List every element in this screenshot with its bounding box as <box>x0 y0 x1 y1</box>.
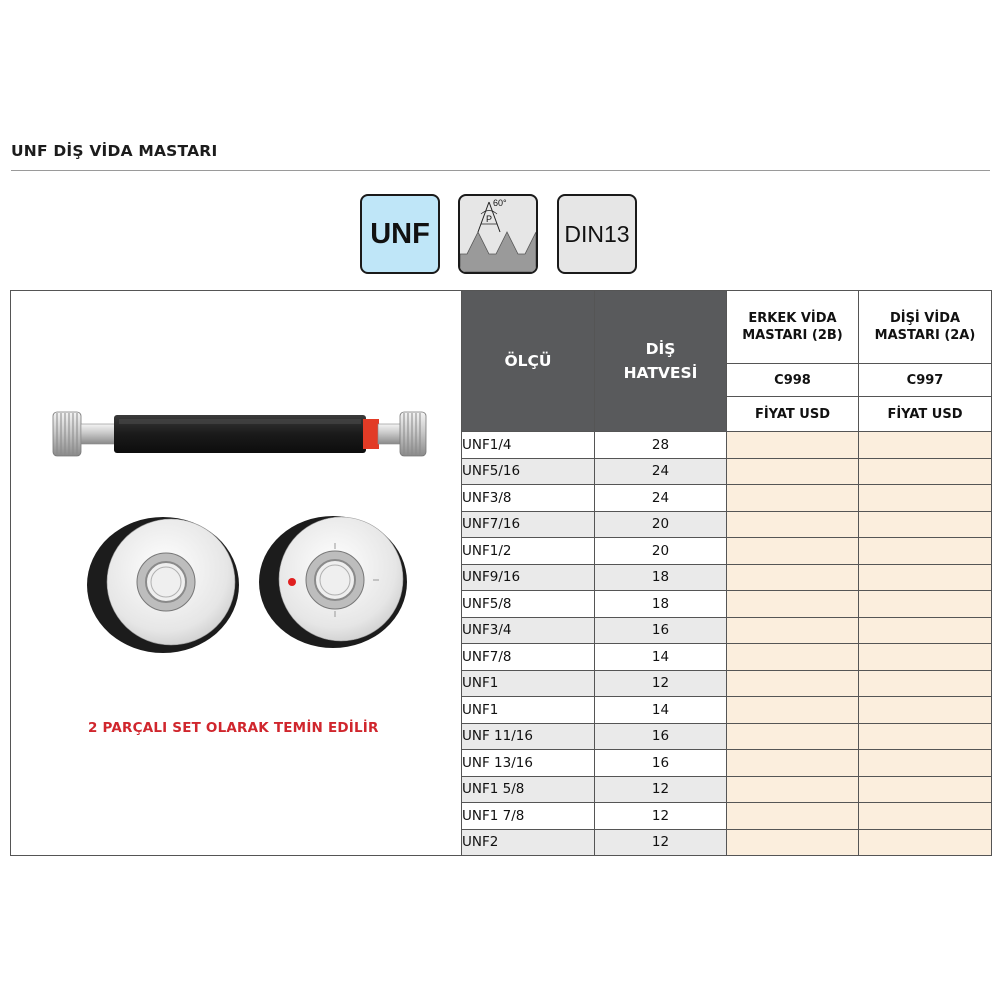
table-row <box>462 829 992 856</box>
male-price-cell <box>727 564 859 591</box>
male-price-cell <box>727 591 859 618</box>
pitch-cell: 12 <box>595 803 727 830</box>
table-row <box>462 432 992 459</box>
male-price-cell <box>727 750 859 777</box>
header-male-line1: ERKEK VİDA <box>748 311 837 326</box>
female-price-cell <box>859 697 992 724</box>
size-cell: UNF1/2 <box>462 538 595 565</box>
header-female-gauge <box>859 291 992 364</box>
pitch-cell: 20 <box>595 511 727 538</box>
female-price-cell <box>859 776 992 803</box>
header-male-price: FİYAT USD <box>727 397 859 432</box>
table-row <box>462 776 992 803</box>
female-price-cell <box>859 432 992 459</box>
size-cell: UNF1 7/8 <box>462 803 595 830</box>
female-price-cell <box>859 644 992 671</box>
pitch-cell: 18 <box>595 591 727 618</box>
header-pitch-line1: DİŞ <box>645 340 676 358</box>
size-cell: UNF3/4 <box>462 617 595 644</box>
pitch-cell: 24 <box>595 485 727 512</box>
header-pitch <box>595 291 727 432</box>
pitch-cell: 16 <box>595 723 727 750</box>
plug-gauge-image <box>53 412 426 456</box>
size-cell: UNF5/8 <box>462 591 595 618</box>
page-title: UNF DİŞ VİDA MASTARI <box>11 142 218 160</box>
table-row <box>462 458 992 485</box>
male-price-cell <box>727 644 859 671</box>
table-row <box>462 697 992 724</box>
thread-angle-label: 60° <box>493 198 507 208</box>
thread-gauge-illustration <box>11 291 461 855</box>
pitch-cell: 24 <box>595 458 727 485</box>
female-price-cell <box>859 803 992 830</box>
pitch-cell: 12 <box>595 776 727 803</box>
size-cell: UNF1 <box>462 697 595 724</box>
din13-badge-label: DIN13 <box>564 220 630 247</box>
thread-pitch-label: P <box>486 214 493 224</box>
male-price-cell <box>727 803 859 830</box>
table-row <box>462 591 992 618</box>
female-price-cell <box>859 617 992 644</box>
unf-badge-label: UNF <box>370 217 430 250</box>
title-divider <box>11 170 990 171</box>
table-row <box>462 617 992 644</box>
male-price-cell <box>727 458 859 485</box>
female-price-cell <box>859 591 992 618</box>
table-row <box>462 670 992 697</box>
size-cell: UNF5/16 <box>462 458 595 485</box>
table-row <box>462 485 992 512</box>
size-cell: UNF3/8 <box>462 485 595 512</box>
table-row <box>462 511 992 538</box>
pitch-cell: 28 <box>595 432 727 459</box>
pitch-cell: 12 <box>595 670 727 697</box>
size-cell: UNF1 <box>462 670 595 697</box>
male-price-cell <box>727 670 859 697</box>
header-female-line2: MASTARI (2A) <box>874 328 976 343</box>
din13-badge <box>557 194 637 274</box>
size-cell: UNF1/4 <box>462 432 595 459</box>
size-cell: UNF1 5/8 <box>462 776 595 803</box>
table-row <box>462 723 992 750</box>
header-size-label: ÖLÇÜ <box>504 352 552 370</box>
header-female-code: C997 <box>859 364 992 397</box>
header-male-line2: MASTARI (2B) <box>742 328 843 343</box>
header-female-price: FİYAT USD <box>859 397 992 432</box>
pitch-cell: 20 <box>595 538 727 565</box>
male-price-cell <box>727 485 859 512</box>
unf-badge <box>360 194 440 274</box>
pitch-cell: 18 <box>595 564 727 591</box>
female-price-cell <box>859 538 992 565</box>
pitch-cell: 12 <box>595 829 727 856</box>
male-price-cell <box>727 723 859 750</box>
male-price-cell <box>727 697 859 724</box>
pitch-cell: 16 <box>595 617 727 644</box>
female-price-cell <box>859 511 992 538</box>
ring-gauge-nogo-image <box>259 516 407 648</box>
size-cell: UNF 11/16 <box>462 723 595 750</box>
pitch-cell: 16 <box>595 750 727 777</box>
table-row <box>462 803 992 830</box>
male-price-cell <box>727 776 859 803</box>
price-table <box>461 290 992 856</box>
size-cell: UNF9/16 <box>462 564 595 591</box>
female-price-cell <box>859 829 992 856</box>
header-male-gauge <box>727 291 859 364</box>
set-supply-note: 2 PARÇALI SET OLARAK TEMİN EDİLİR <box>88 720 379 736</box>
product-image-panel <box>10 290 462 856</box>
size-cell: UNF2 <box>462 829 595 856</box>
table-row <box>462 564 992 591</box>
table-row <box>462 750 992 777</box>
male-price-cell <box>727 511 859 538</box>
female-price-cell <box>859 458 992 485</box>
female-price-cell <box>859 723 992 750</box>
header-male-code: C998 <box>727 364 859 397</box>
size-cell: UNF 13/16 <box>462 750 595 777</box>
table-row <box>462 644 992 671</box>
male-price-cell <box>727 829 859 856</box>
header-pitch-line2: HATVESİ <box>623 364 698 382</box>
male-price-cell <box>727 617 859 644</box>
table-row <box>462 538 992 565</box>
male-price-cell <box>727 432 859 459</box>
female-price-cell <box>859 670 992 697</box>
size-cell: UNF7/16 <box>462 511 595 538</box>
male-price-cell <box>727 538 859 565</box>
thread-profile-icon <box>458 194 538 274</box>
female-price-cell <box>859 485 992 512</box>
ring-gauge-go-image <box>87 517 239 653</box>
pitch-cell: 14 <box>595 644 727 671</box>
header-female-line1: DİŞİ VİDA <box>889 311 961 326</box>
pitch-cell: 14 <box>595 697 727 724</box>
female-price-cell <box>859 564 992 591</box>
female-price-cell <box>859 750 992 777</box>
size-cell: UNF7/8 <box>462 644 595 671</box>
header-size <box>462 291 595 432</box>
